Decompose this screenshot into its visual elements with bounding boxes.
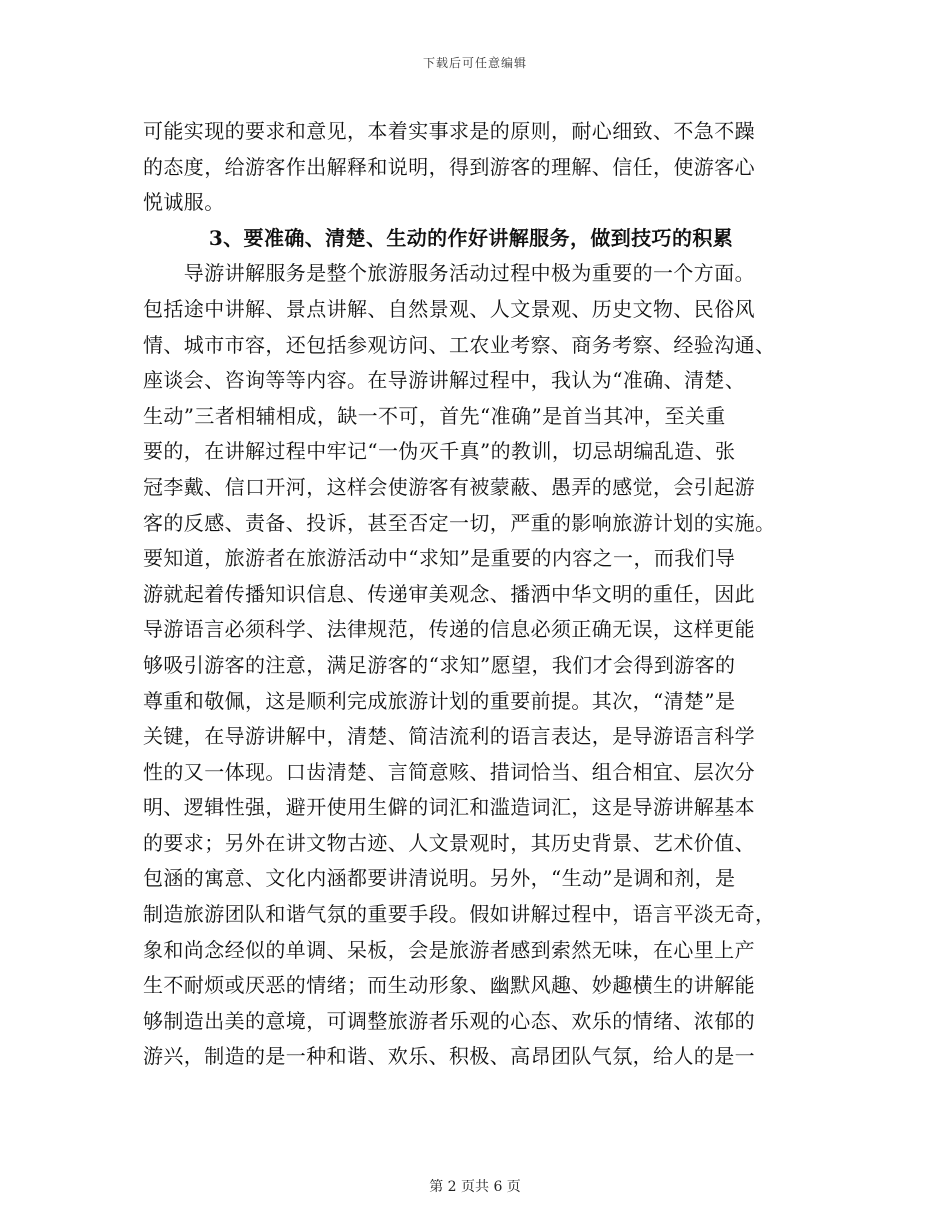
- body-line: 客的反感、责备、投诉，甚至否定一切，严重的影响旅游计划的实施。: [143, 510, 776, 535]
- body-line: 尊重和敬佩，这是顺利完成旅游计划的重要前提。其次，“清楚”是: [143, 688, 736, 713]
- body-line: 悦诚服。: [143, 190, 225, 215]
- body-line: 够吸引游客的注意，满足游客的“求知”愿望，我们才会得到游客的: [143, 652, 736, 677]
- body-line: 包涵的寓意、文化内涵都要讲清说明。另外，“生动”是调和剂，是: [143, 866, 736, 891]
- body-line: 导游语言必须科学、法律规范，传递的信息必须正确无误，这样更能: [143, 617, 755, 642]
- body-line: 象和尚念经似的单调、呆板，会是旅游者感到索然无味，在心里上产: [143, 937, 755, 962]
- page-number: 第 2 页共 6 页: [429, 1179, 521, 1195]
- body-line: 导游讲解服务是整个旅游服务活动过程中极为重要的一个方面。: [143, 261, 755, 286]
- body-line: 包括途中讲解、景点讲解、自然景观、人文景观、历史文物、民俗风: [143, 296, 755, 321]
- page-header: 下载后可任意编辑: [422, 56, 527, 70]
- body-line: 游就起着传播知识信息、传递审美观念、播洒中华文明的重任，因此: [143, 581, 755, 606]
- body-line: 情、城市市容，还包括参观访问、工农业考察、商务考察、经验沟通、: [143, 332, 776, 357]
- body-line: 的态度，给游客作出解释和说明，得到游客的理解、信任，使游客心: [143, 154, 755, 179]
- body-line: 生动”三者相辅相成，缺一不可，首先“准确”是首当其冲，至关重: [143, 403, 726, 428]
- body-line: 冠李戴、信口开河，这样会使游客有被蒙蔽、愚弄的感觉，会引起游: [143, 474, 755, 499]
- body-line: 明、逻辑性强，避开使用生僻的词汇和滥造词汇，这是导游讲解基本: [143, 795, 755, 820]
- body-line: 要的，在讲解过程中牢记“一伪灭千真”的教训，切忌胡编乱造、张: [143, 439, 736, 464]
- body-line: 要知道，旅游者在旅游活动中“求知”是重要的内容之一，而我们导: [143, 546, 736, 571]
- body-line: 制造旅游团队和谐气氛的重要手段。假如讲解过程中，语言平淡无奇，: [143, 902, 776, 927]
- section-heading: 3、要准确、清楚、生动的作好讲解服务，做到技巧的积累: [208, 225, 734, 250]
- body-line: 性的又一体现。口齿清楚、言简意赅、措词恰当、组合相宜、层次分: [143, 759, 755, 784]
- document-body: [143, 114, 799, 1075]
- body-line: 游兴，制造的是一种和谐、欢乐、积极、高昂团队气氛，给人的是一: [143, 1044, 755, 1069]
- body-line: 够制造出美的意境，可调整旅游者乐观的心态、欢乐的情绪、浓郁的: [143, 1008, 755, 1033]
- body-line: 的要求；另外在讲文物古迹、人文景观时，其历史背景、艺术价值、: [143, 830, 755, 855]
- body-line: 关键，在导游讲解中，清楚、简洁流利的语言表达，是导游语言科学: [143, 724, 755, 749]
- body-line: 座谈会、咨询等等内容。在导游讲解过程中，我认为“准确、清楚、: [143, 368, 746, 393]
- body-line: 可能实现的要求和意见，本着实事求是的原则，耐心细致、不急不躁: [143, 119, 755, 143]
- body-line: 生不耐烦或厌恶的情绪；而生动形象、幽默风趣、妙趣横生的讲解能: [143, 973, 755, 998]
